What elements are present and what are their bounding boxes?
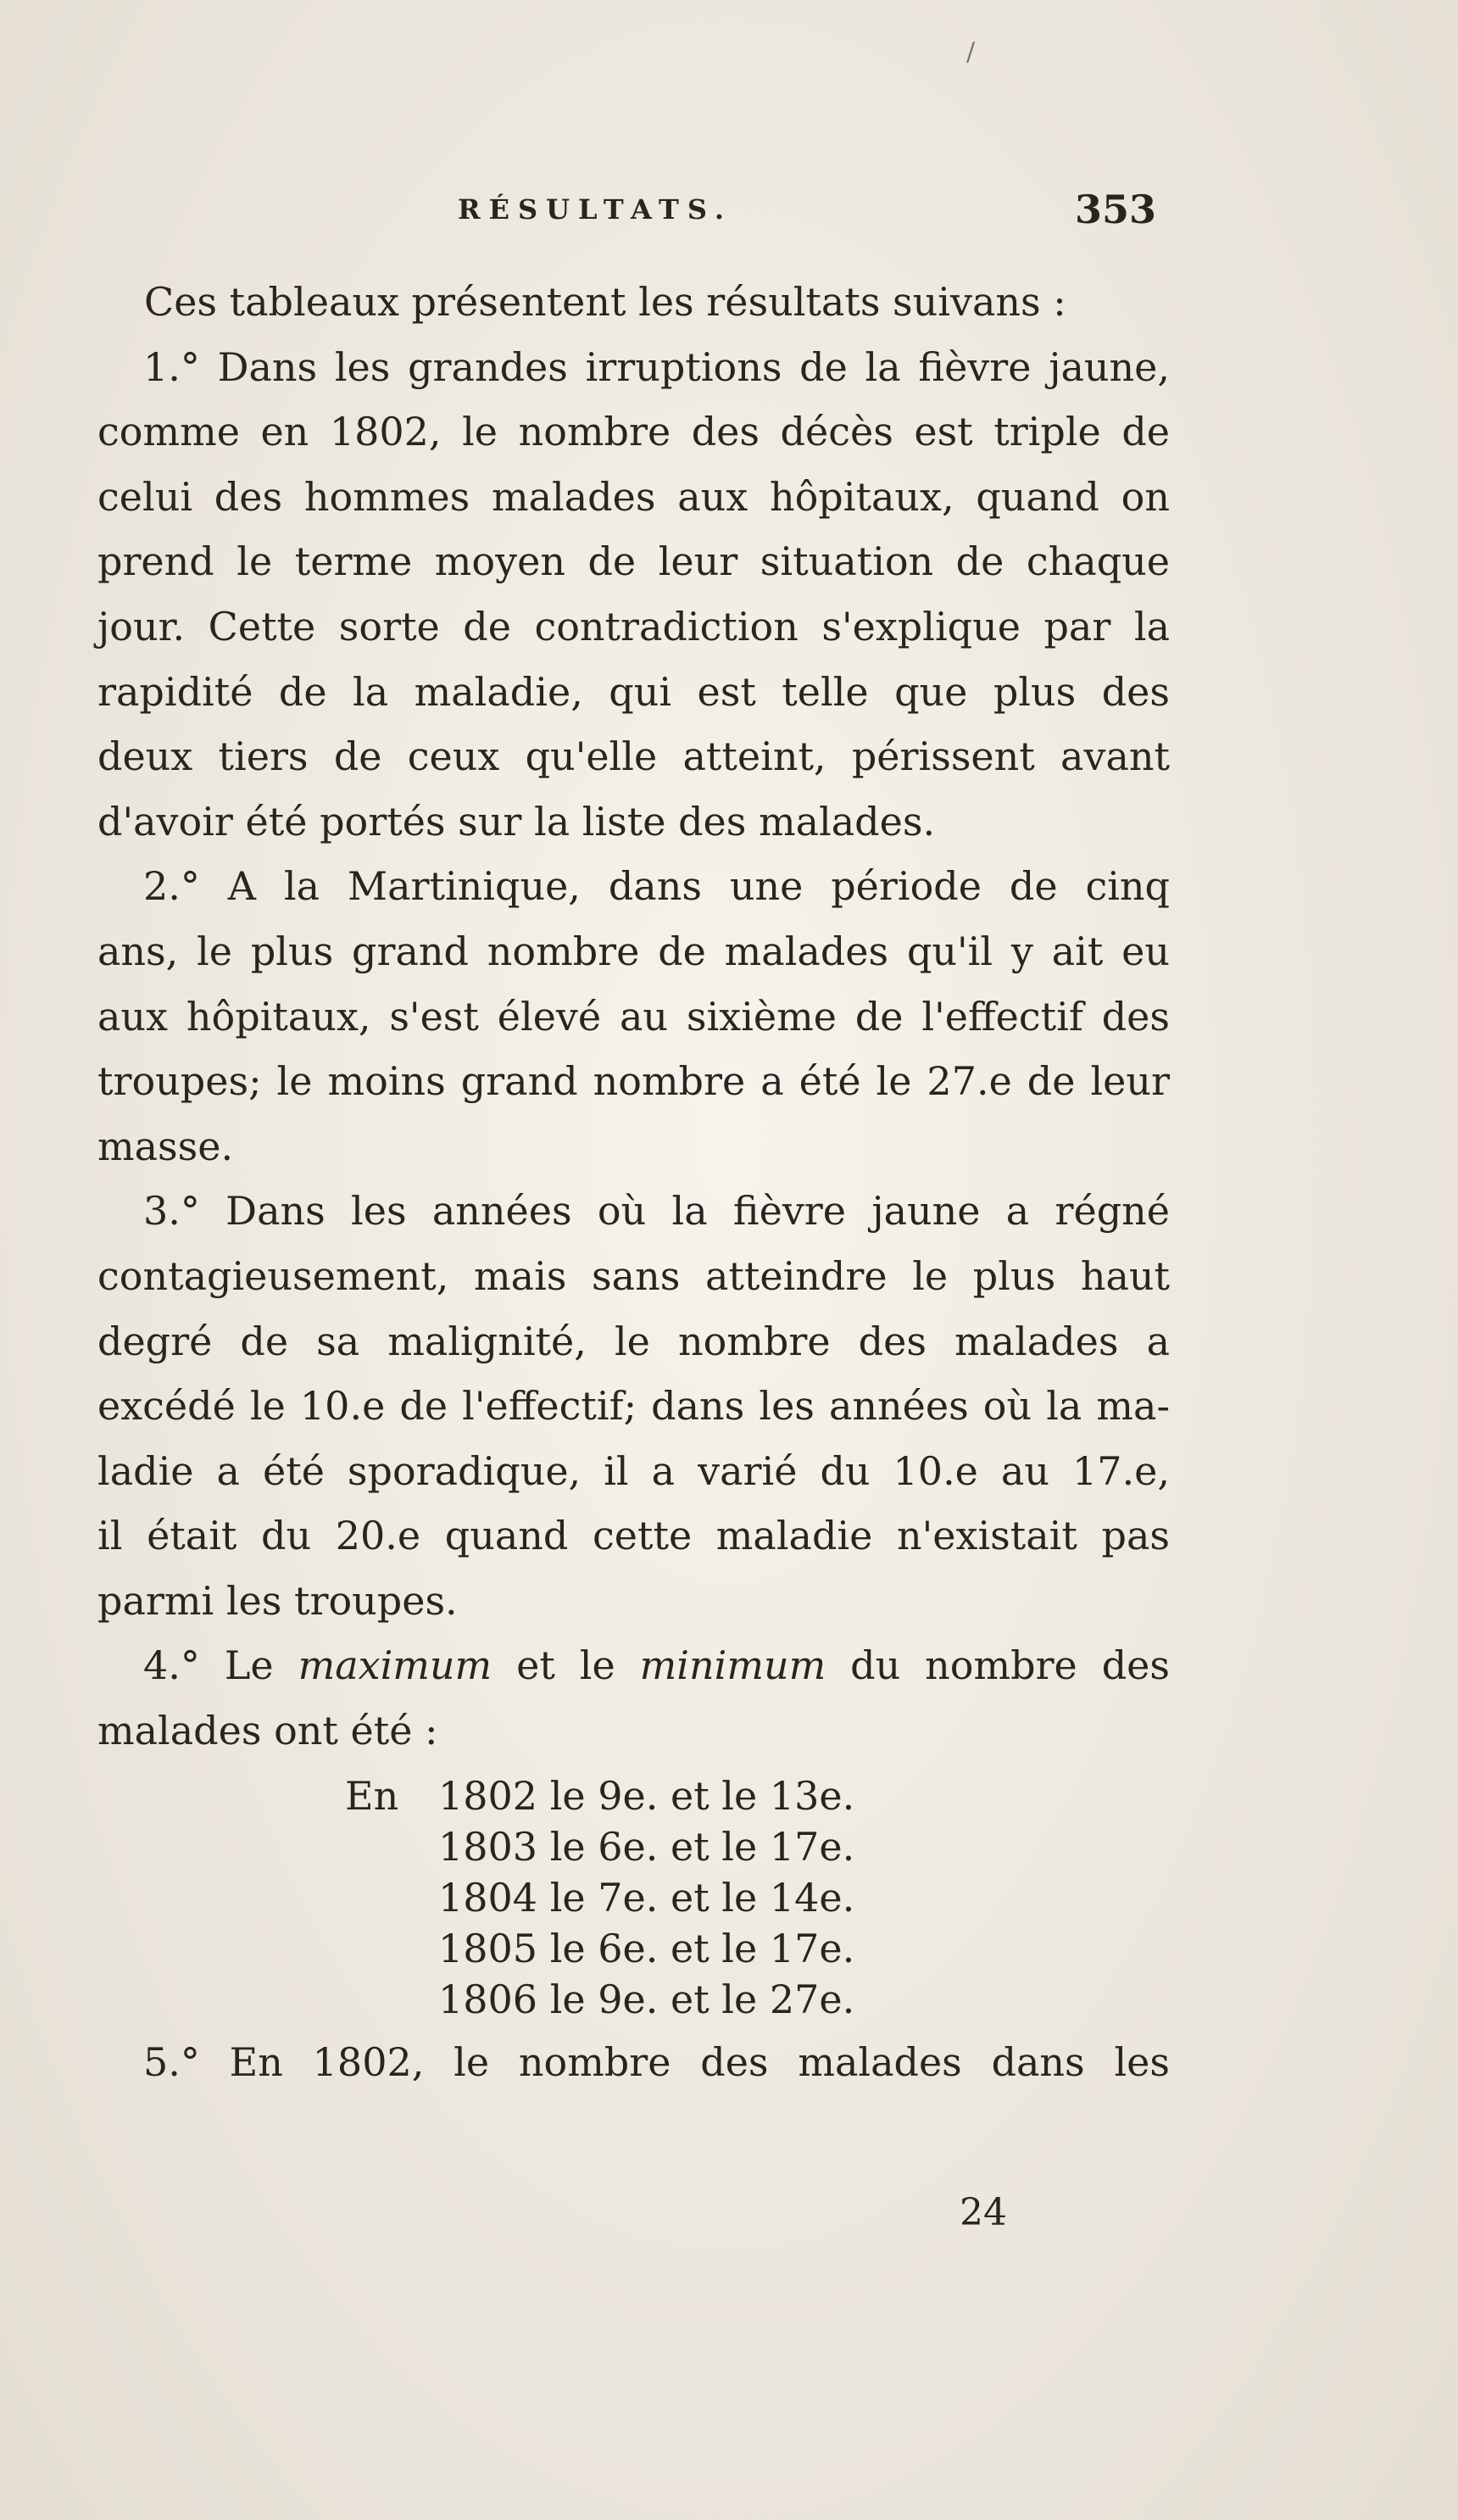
text-line: il était du 20.e quand cette maladie n'existait pas	[97, 1513, 1170, 1559]
year-row	[97, 1772, 1170, 1820]
text-line: malades ont été :	[97, 1708, 438, 1754]
text-line: d'avoir été portés sur la liste des malades.	[97, 798, 936, 845]
text-fragment: et le	[516, 1642, 615, 1689]
text-line: celui des hommes malades aux hôpitaux, quand on	[97, 473, 1170, 520]
paragraph-1	[97, 335, 1170, 855]
year-list	[97, 1772, 1170, 2023]
year-row	[97, 1823, 1170, 1870]
paragraph-3	[97, 1179, 1170, 1633]
text-line: troupes; le moins grand nombre a été le 27.e de leur	[97, 1058, 1170, 1105]
body-text	[97, 270, 1170, 2094]
text-line: parmi les troupes.	[97, 1577, 458, 1624]
text-line: 3.° Dans les années où la fièvre jaune a régné	[143, 1188, 1170, 1235]
year-prefix: En	[345, 1772, 399, 1819]
text-line: 1.° Dans les grandes irruptions de la fièvre jaune,	[143, 343, 1170, 390]
text-fragment: 4.° Le	[143, 1642, 274, 1689]
year-row	[97, 1976, 1170, 2023]
maximum-term: maximum	[298, 1642, 492, 1689]
text-line: rapidité de la maladie, qui est telle que plus des	[97, 668, 1170, 715]
text-line: masse.	[97, 1123, 234, 1169]
page-number: 353	[1075, 187, 1157, 232]
paragraph-4	[97, 1633, 1170, 2022]
text-line: degré de sa malignité, le nombre des malades a	[97, 1318, 1170, 1364]
stray-mark: /	[966, 37, 976, 67]
year-row	[97, 1925, 1170, 1972]
running-title: RÉSULTATS.	[458, 193, 732, 226]
text-line: excédé le 10.e de l'effectif; dans les années où la ma-	[97, 1383, 1170, 1430]
year-text: 1803 le 6e. et le 17e.	[438, 1823, 855, 1870]
text-fragment: du nombre des	[850, 1642, 1171, 1689]
page-header	[0, 187, 1458, 244]
text-line	[97, 1633, 1170, 1698]
year-text: 1802 le 9e. et le 13e.	[438, 1772, 855, 1819]
text-line: aux hôpitaux, s'est élevé au sixième de l'effectif des	[97, 993, 1170, 1040]
paragraph-2	[97, 854, 1170, 1179]
text-line: deux tiers de ceux qu'elle atteint, périssent avant	[97, 733, 1170, 780]
text-line: ans, le plus grand nombre de malades qu'il y ait eu	[97, 928, 1170, 974]
year-text: 1806 le 9e. et le 27e.	[438, 1976, 855, 2022]
year-text: 1804 le 7e. et le 14e.	[438, 1874, 855, 1921]
minimum-term: minimum	[639, 1642, 826, 1689]
text-line: ladie a été sporadique, il a varié du 10.e au 17.e,	[97, 1447, 1170, 1494]
year-row	[97, 1874, 1170, 1921]
text-line: contagieusement, mais sans atteindre le plus haut	[97, 1252, 1170, 1299]
signature-mark: 24	[960, 2191, 1007, 2234]
paragraph-5-line: 5.° En 1802, le nombre des malades dans les	[143, 2038, 1170, 2085]
year-text: 1805 le 6e. et le 17e.	[438, 1925, 855, 1971]
text-line: comme en 1802, le nombre des décès est triple de	[97, 409, 1170, 455]
text-line: 2.° A la Martinique, dans une période de cinq	[143, 863, 1170, 910]
text-line: jour. Cette sorte de contradiction s'explique par la	[97, 603, 1170, 650]
text-line: prend le terme moyen de leur situation de chaque	[97, 538, 1170, 585]
intro-line: Ces tableaux présentent les résultats suivans :	[144, 279, 1066, 325]
